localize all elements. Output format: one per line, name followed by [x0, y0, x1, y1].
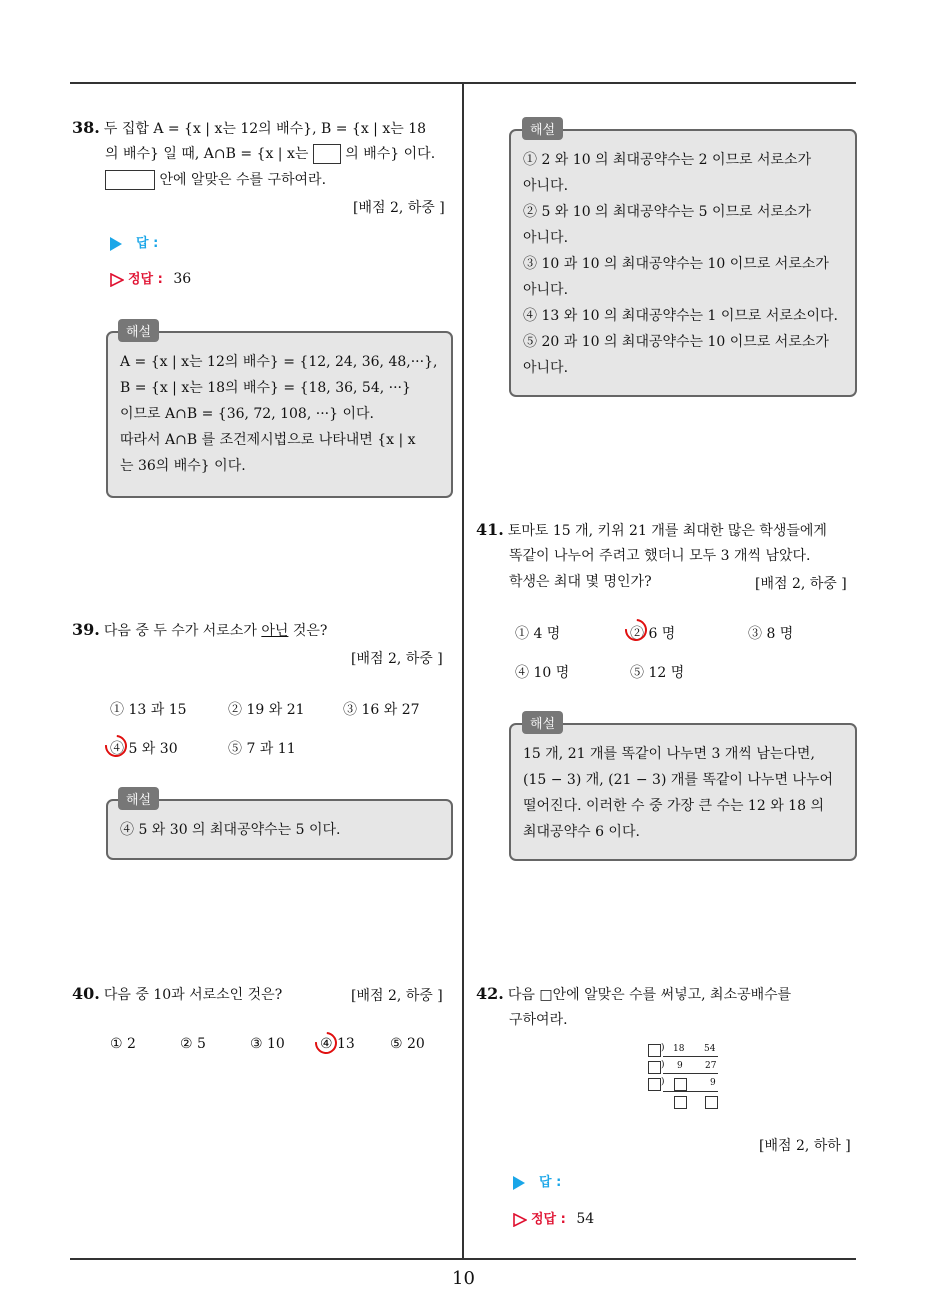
question-number: 41.	[476, 520, 504, 539]
option-4[interactable]: ④ 5 와 30	[110, 741, 178, 757]
ladder-value: 27	[705, 1061, 717, 1071]
question-text-line-3: 학생은 최대 몇 명인가?	[509, 574, 652, 590]
question-number: 42.	[476, 984, 504, 1003]
option-3[interactable]: ③ 16 와 27	[343, 702, 420, 718]
correct-value: 54	[576, 1211, 595, 1227]
result-box	[674, 1096, 687, 1109]
option-3[interactable]: ③ 10	[250, 1036, 285, 1052]
answer-prefix: 답 :	[136, 236, 159, 251]
question-text: 다음 중 10과 서로소인 것은?	[103, 987, 283, 1003]
question-text-end: 것은?	[288, 623, 328, 639]
explanation-line: ④ 13 와 10 의 최대공약수는 1 이므로 서로소이다.	[523, 308, 838, 324]
result-box	[705, 1096, 718, 1109]
score-label: [배점 2, 하중 ]	[755, 576, 847, 592]
option-4[interactable]: ④ 13	[320, 1036, 355, 1052]
answer-prefix: 답 :	[539, 1175, 562, 1190]
question-text-line-3: 안에 알맞은 수를 구하여라.	[155, 172, 327, 188]
explanation-line: 떨어진다. 이러한 수 중 가장 큰 수는 12 와 18 의	[523, 798, 824, 814]
correct-value: 36	[173, 271, 192, 287]
option-5[interactable]: ⑤ 12 명	[630, 665, 685, 681]
question-text-line-1: 토마토 15 개, 키위 21 개를 최대한 많은 학생들에게	[507, 523, 827, 539]
correct-answer-row	[110, 268, 191, 287]
option-5[interactable]: ⑤ 7 과 11	[228, 741, 296, 757]
ladder-value: 18	[673, 1044, 685, 1054]
explanation-tag: 해설	[118, 319, 159, 342]
explanation-line: ⑤ 20 과 10 의 최대공약수는 10 이므로 서로소가	[523, 334, 829, 350]
explanation-line: ④ 5 와 30 의 최대공약수는 5 이다.	[120, 822, 341, 838]
explanation-line: ① 2 와 10 의 최대공약수는 2 이므로 서로소가	[523, 152, 812, 168]
divisor-box	[648, 1078, 661, 1091]
option-2[interactable]: ② 6 명	[630, 626, 676, 642]
score-label: [배점 2, 하중 ]	[353, 200, 445, 216]
option-1[interactable]: ① 4 명	[515, 626, 561, 642]
correct-prefix: 정답 :	[128, 272, 163, 287]
explanation-tag: 해설	[118, 787, 159, 810]
column-divider	[462, 82, 464, 1259]
question-text-line-2: 똑같이 나누어 주려고 했더니 모두 3 개씩 남았다.	[509, 548, 811, 564]
explanation-line: 아니다.	[523, 360, 569, 376]
option-3[interactable]: ③ 8 명	[748, 626, 794, 642]
bottom-rule	[70, 1258, 856, 1260]
explanation-line: 는 36의 배수} 이다.	[120, 458, 246, 474]
correct-answer-row	[513, 1208, 594, 1227]
explanation-line: ③ 10 과 10 의 최대공약수는 10 이므로 서로소가	[523, 256, 829, 272]
explanation-line: 따라서 A∩B 를 조건제시법으로 나타내면 {x | x	[120, 432, 416, 448]
explanation-line: 아니다.	[523, 230, 569, 246]
question-number: 38.	[72, 118, 100, 137]
score-label: [배점 2, 하중 ]	[351, 651, 443, 667]
ladder-value: 9	[710, 1078, 716, 1088]
explanation-line: 아니다.	[523, 178, 569, 194]
divisor-box	[648, 1061, 661, 1074]
question-number: 40.	[72, 984, 100, 1003]
explanation-line: B = {x | x는 18의 배수} = {18, 36, 54, ···}	[120, 380, 411, 396]
question-text-line-1: 두 집합 A = {x | x는 12의 배수}, B = {x | x는 18	[103, 121, 427, 137]
selected-answer-circle	[311, 1028, 342, 1059]
answer-row	[513, 1171, 561, 1190]
question-text-line-2b: 의 배수} 이다.	[340, 146, 436, 162]
filled-triangle-icon	[110, 237, 122, 251]
option-5[interactable]: ⑤ 20	[390, 1036, 425, 1052]
score-label: [배점 2, 하하 ]	[759, 1138, 851, 1154]
outline-triangle-icon	[513, 1213, 527, 1227]
answer-blank-small	[313, 144, 341, 164]
ladder-value: 54	[704, 1044, 716, 1054]
explanation-line: ② 5 와 10 의 최대공약수는 5 이므로 서로소가	[523, 204, 812, 220]
option-1[interactable]: ① 13 과 15	[110, 702, 187, 718]
explanation-box	[106, 331, 453, 498]
question-text-line-2a: 의 배수} 일 때, A∩B = {x | x는	[105, 146, 313, 162]
option-2[interactable]: ② 5	[180, 1036, 206, 1052]
explanation-line: 최대공약수 6 이다.	[523, 824, 640, 840]
question-text: 다음 중 두 수가 서로소가	[103, 623, 262, 639]
option-1[interactable]: ① 2	[110, 1036, 136, 1052]
explanation-line: A = {x | x는 12의 배수} = {12, 24, 36, 48,···},	[120, 354, 438, 370]
explanation-line: 아니다.	[523, 282, 569, 298]
page-number: 10	[452, 1268, 475, 1289]
score-label: [배점 2, 하중 ]	[351, 988, 443, 1004]
ladder-value: 9	[677, 1061, 683, 1071]
divisor-box	[648, 1044, 661, 1057]
filled-triangle-icon	[513, 1176, 525, 1190]
outline-triangle-icon	[110, 273, 124, 287]
option-2[interactable]: ② 19 와 21	[228, 702, 305, 718]
division-ladder-figure: ) 18 54 ) 9 27 ) 9	[648, 1042, 720, 1112]
question-text-underlined: 아닌	[261, 623, 289, 639]
explanation-box-q40	[509, 129, 857, 397]
quotient-box	[674, 1078, 687, 1091]
option-4[interactable]: ④ 10 명	[515, 665, 570, 681]
explanation-tag: 해설	[522, 711, 563, 734]
answer-blank-wide	[105, 170, 155, 190]
answer-row	[110, 232, 158, 251]
question-text-line-2: 구하여라.	[509, 1012, 568, 1028]
explanation-box	[509, 723, 857, 861]
question-number: 39.	[72, 620, 100, 639]
explanation-line: 이므로 A∩B = {36, 72, 108, ···} 이다.	[120, 406, 374, 422]
explanation-line: 15 개, 21 개를 똑같이 나누면 3 개씩 남는다면,	[523, 746, 815, 762]
explanation-line: (15 − 3) 개, (21 − 3) 개를 똑같이 나누면 나누어	[523, 772, 833, 788]
explanation-tag: 해설	[522, 117, 563, 140]
correct-prefix: 정답 :	[531, 1212, 566, 1227]
question-text-line-1: 다음 □안에 알맞은 수를 써넣고, 최소공배수를	[507, 987, 792, 1003]
